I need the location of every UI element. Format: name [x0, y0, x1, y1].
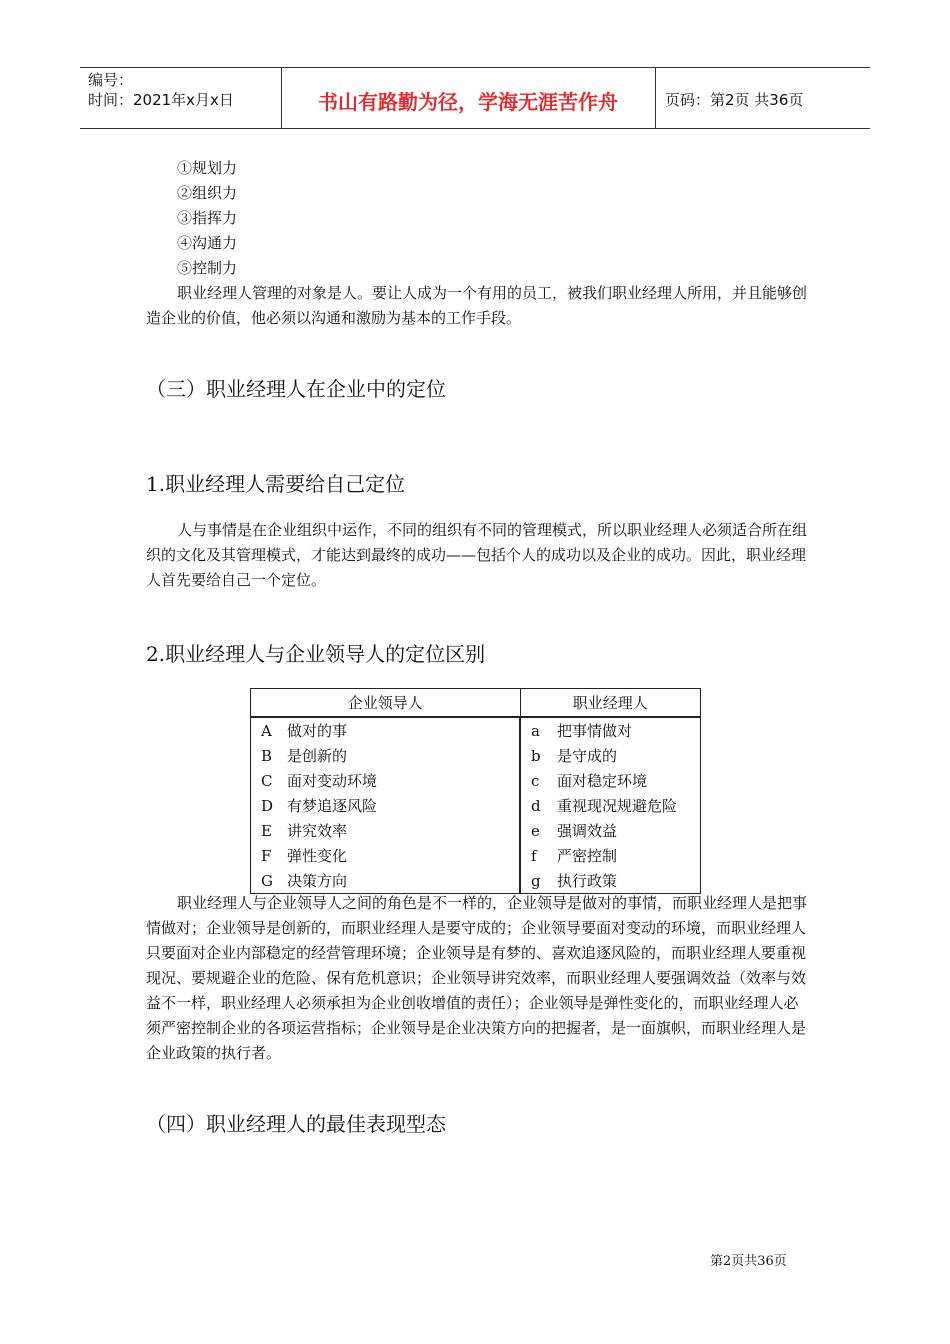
paragraph: 职业经理人管理的对象是人。要让人成为一个有用的员工，被我们职业经理人所用，并且能够创造企业的价值，他必须以沟通和激励为基本的工作手段。: [146, 284, 808, 327]
header-page-number: 页码：第2页 共36页: [665, 91, 804, 109]
table-cell: D 有梦追逐风险: [251, 793, 521, 818]
header-motto: 书山有路勤为径，学海无涯苦作舟: [318, 90, 618, 114]
table-row: [251, 818, 701, 843]
table-cell: G 决策方向: [251, 868, 521, 894]
subsection-heading: 2.职业经理人与企业领导人的定位区别: [146, 642, 486, 666]
section-heading: （三）职业经理人在企业中的定位: [146, 377, 446, 401]
table-row: [251, 843, 701, 868]
table-header: 企业领导人: [251, 689, 521, 718]
table-cell: B 是创新的: [251, 743, 521, 768]
table-row: [251, 793, 701, 818]
table-cell: E 讲究效率: [251, 818, 521, 843]
header-bottom-rule: [80, 128, 870, 129]
paragraph: 职业经理人与企业领导人之间的角色是不一样的，企业领导是做对的事情，而职业经理人是把事情做对；企业领导是创新的，而职业经理人是要守成的；企业领导要面对变动的环境，而职业经理人只要面对企业内部稳定的经营管理环境；企业领导是有梦的、喜欢追逐风险的，而职业经理人要重视现况、要规避企业的危险、保有危机意识；企业领导讲究效率，而职业经理人要强调效益（效率与效益不一样，职业经理人必须承担为企业创收增值的责任）；企业领导是弹性变化的，而职业经理人必须严密控制企业的各项运营指标；企业领导是企业决策方向的把握者，是一面旗帜，而职业经理人是企业政策的执行者。: [146, 894, 808, 1062]
list-item: ①规划力: [177, 159, 238, 177]
table-cell: f 严密控制: [520, 843, 701, 868]
table-row: [251, 868, 701, 894]
table-cell: b 是守成的: [520, 743, 701, 768]
page-footer: 第2页共36页: [710, 1254, 787, 1269]
table-cell: g 执行政策: [520, 868, 701, 894]
table-cell: d 重视现况规避危险: [520, 793, 701, 818]
table-row: [251, 743, 701, 768]
ability-list: [177, 156, 237, 281]
list-item: ④沟通力: [177, 234, 238, 252]
list-item: ③指挥力: [177, 209, 238, 227]
section-heading: （四）职业经理人的最佳表现型态: [146, 1112, 446, 1136]
list-item: ⑤控制力: [177, 259, 238, 277]
comparison-table: [250, 688, 701, 894]
header-top-rule: [80, 67, 870, 68]
paragraph: 人与事情是在企业组织中运作，不同的组织有不同的管理模式，所以职业经理人必须适合所在组织的文化及其管理模式，才能达到最终的成功——包括个人的成功以及企业的成功。因此，职业经理人首先要给自己一个定位。: [146, 521, 808, 589]
list-item: ②组织力: [177, 184, 238, 202]
header-left-info: [88, 70, 234, 110]
table-row: [251, 768, 701, 793]
table-cell: a 把事情做对: [520, 717, 701, 743]
header-date: 时间：2021年x月x日: [88, 91, 234, 109]
table-cell: F 弹性变化: [251, 843, 521, 868]
header-divider: [655, 67, 656, 128]
table-cell: C 面对变动环境: [251, 768, 521, 793]
header-number: 编号：: [88, 71, 134, 89]
table-cell: e 强调效益: [520, 818, 701, 843]
table-cell: c 面对稳定环境: [520, 768, 701, 793]
table-header: 职业经理人: [520, 689, 701, 718]
table-row: [251, 717, 701, 743]
subsection-heading: 1.职业经理人需要给自己定位: [146, 472, 406, 496]
table-cell: A 做对的事: [251, 717, 521, 743]
